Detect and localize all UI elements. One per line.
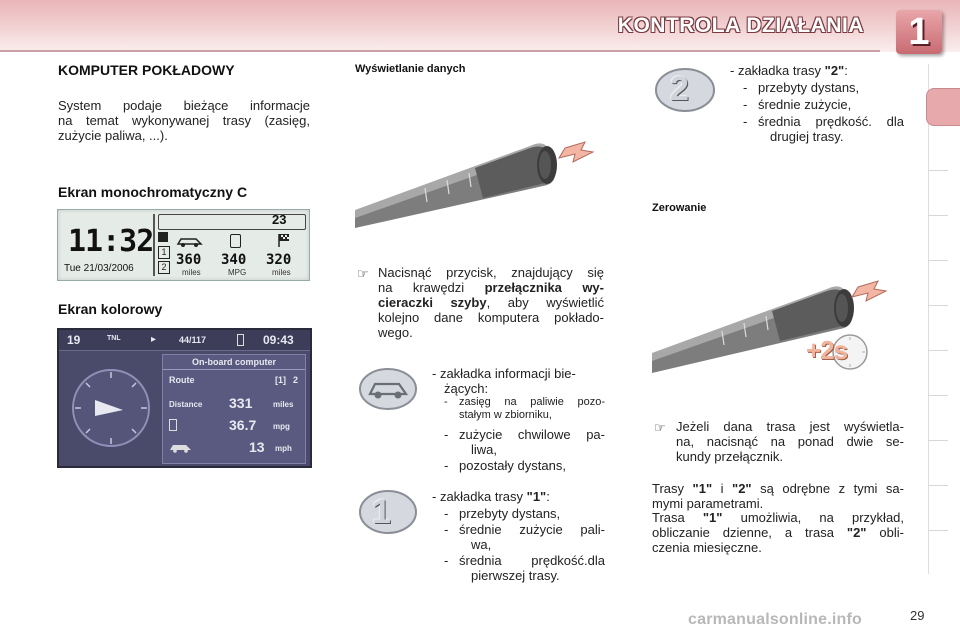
text-line: Jeżeli dana trasa jest wyświetla- — [676, 419, 904, 434]
keyword: cieraczki szyby — [378, 295, 487, 310]
dash: - — [444, 427, 449, 442]
car-icon — [176, 234, 204, 248]
distance-value: 331 — [229, 395, 253, 411]
dash: - — [743, 114, 748, 129]
keyword: "2" — [846, 525, 867, 540]
distance-label: Distance — [169, 400, 203, 409]
press-arrow-icon — [559, 142, 593, 162]
trip-1-tab — [432, 489, 550, 504]
chapter-number: 1 — [908, 11, 930, 53]
reset-subtitle: Zerowanie — [652, 202, 707, 214]
trip-2-tab — [730, 63, 848, 78]
tab-marker-1: 1 — [158, 246, 170, 259]
route-label: Route — [169, 375, 195, 385]
current-info-tab — [432, 366, 604, 396]
text: , aby wyświetlić — [486, 295, 604, 310]
text: wego. — [378, 325, 413, 340]
onboard-computer-panel — [162, 354, 306, 464]
text-line: średnia prędkość.dla — [459, 553, 605, 568]
panel-title: On-board computer — [191, 357, 276, 367]
keyword: przełącznika wy- — [484, 280, 604, 295]
pointing-hand-icon: ☞ — [654, 420, 666, 435]
fuel-pump-icon — [158, 232, 168, 242]
text-line: pierwszej trasy. — [471, 568, 560, 583]
intro-line: zużycie paliwa, ...). — [58, 128, 168, 143]
trips-usage-paragraph — [652, 510, 904, 555]
press-arrow-icon — [852, 281, 886, 301]
text: - zakładka trasy — [730, 63, 825, 78]
dash: - — [743, 80, 748, 95]
fuel-icon — [169, 419, 177, 431]
route-tab-1[interactable]: [1] — [275, 375, 286, 385]
trip-1-item — [459, 522, 605, 552]
consumption-value: 36.7 — [229, 417, 257, 433]
dash: - — [444, 553, 449, 568]
mono-unit: MPG — [228, 268, 247, 277]
tab-marker-2: 2 — [158, 261, 170, 274]
side-tab[interactable] — [928, 350, 948, 351]
text-line: średnia prędkość. dla — [758, 114, 904, 129]
text-line: wa, — [471, 537, 492, 552]
mono-unit: miles — [182, 268, 201, 277]
text-line — [378, 295, 604, 310]
text: kolejno dane komputera pokłado- — [378, 310, 604, 325]
chapter-badge — [896, 10, 942, 54]
text-line: na, nacisnąć na ponad dwie se- — [676, 434, 904, 449]
side-tab[interactable] — [928, 305, 948, 306]
mono-unit: miles — [272, 268, 291, 277]
reset-instruction — [676, 419, 904, 464]
side-tab[interactable] — [928, 440, 948, 441]
text-line: żących: — [444, 381, 489, 396]
dash: - — [444, 396, 448, 408]
side-tab[interactable] — [928, 530, 948, 531]
intro-paragraph — [58, 98, 310, 143]
trip-2-item: średnie zużycie, — [758, 97, 852, 112]
text-line: - zakładka informacji bie- — [432, 366, 576, 381]
keyword: "2" — [824, 63, 845, 78]
dash: - — [444, 458, 449, 473]
mono-value: 320 — [266, 252, 292, 268]
text-line: czenia miesięczne. — [652, 540, 762, 555]
text-line: średnie zużycie pali- — [459, 522, 605, 537]
car-icon — [169, 441, 193, 453]
dash: - — [444, 522, 449, 537]
trip-2-item: przebyty dystans, — [758, 80, 860, 95]
header-divider — [0, 50, 880, 52]
current-info-item: pozostały dystans, — [459, 458, 566, 473]
route-tab-2[interactable]: 2 — [293, 375, 299, 385]
text-line — [378, 280, 604, 295]
trips-paragraph — [652, 481, 904, 511]
pointing-hand-icon: ☞ — [357, 266, 369, 281]
speed-value: 13 — [249, 439, 265, 455]
side-tab[interactable] — [928, 395, 948, 396]
text: : — [546, 489, 550, 504]
mono-clock: 11:32 — [68, 224, 154, 259]
flag-icon — [276, 232, 292, 248]
trip-1-item — [459, 553, 605, 583]
keyword: "1" — [526, 489, 547, 504]
text: są odrębne z tymi sa- — [751, 481, 904, 496]
intro-line: na temat wykonywanej trasy (zasięg, — [58, 113, 310, 128]
keyword: "1" — [702, 510, 723, 525]
instruction-paragraph — [378, 265, 604, 340]
distance-unit: miles — [273, 400, 294, 409]
hold-duration-label: +2s — [806, 335, 848, 365]
play-icon: ▸ — [151, 334, 157, 345]
cs-temperature: 19 — [67, 333, 81, 347]
text-line: zasięg na paliwie pozo- — [459, 396, 605, 408]
cs-status: TNL — [107, 335, 121, 342]
text: : — [844, 63, 848, 78]
text: i — [712, 481, 733, 496]
side-tab[interactable] — [928, 485, 948, 486]
side-tab-active[interactable] — [926, 88, 960, 126]
text: Trasy — [652, 481, 693, 496]
mono-screen-title: Ekran monochromatyczny C — [58, 184, 248, 200]
text-line — [378, 265, 604, 280]
text-line: stałym w zbiorniku, — [459, 409, 552, 421]
side-tab[interactable] — [928, 170, 948, 171]
current-info-item — [459, 396, 605, 422]
trip-2-badge-number: 2 — [670, 70, 689, 108]
mono-screen — [57, 209, 310, 281]
keyword: "2" — [732, 481, 752, 496]
page-number: 29 — [910, 608, 925, 623]
mono-value: 360 — [176, 252, 202, 268]
intro-line: System podaje bieżące informacje — [58, 98, 310, 113]
consumption-unit: mpg — [273, 422, 290, 431]
speed-unit: mph — [275, 444, 292, 453]
text-line — [378, 325, 604, 340]
mono-temperature: 23 — [272, 212, 287, 227]
text-line — [652, 525, 904, 540]
text-line: drugiej trasy. — [770, 129, 844, 144]
color-screen-title: Ekran kolorowy — [58, 301, 163, 317]
text-line — [652, 481, 904, 496]
mono-divider — [153, 214, 155, 276]
dash: - — [444, 506, 449, 521]
text: na krawędzi — [378, 280, 485, 295]
text: obliczanie dzienne, a trasa — [652, 525, 847, 540]
text: - zakładka trasy — [432, 489, 527, 504]
section-title: KOMPUTER POKŁADOWY — [58, 62, 235, 78]
text-line: zużycie chwilowe pa- — [459, 427, 605, 442]
text-line — [378, 310, 604, 325]
text: Nacisnąć przycisk, znajdujący się — [378, 265, 604, 280]
wiper-stalk-illustration — [355, 118, 595, 228]
trip-2-item — [758, 114, 904, 144]
text: umożliwia, na przykład, — [722, 510, 905, 525]
text: Trasa — [652, 510, 703, 525]
trip-1-item: przebyty dystans, — [459, 506, 561, 521]
fuel-icon — [230, 234, 241, 248]
panel-divider — [163, 369, 305, 370]
color-screen — [57, 328, 312, 468]
current-info-item — [459, 427, 605, 457]
mono-value: 340 — [221, 252, 247, 268]
trip-1-badge-number: 1 — [372, 493, 391, 531]
keyword: "1" — [692, 481, 713, 496]
mono-date: Tue 21/03/2006 — [64, 263, 134, 274]
side-tab-strip — [928, 64, 949, 574]
display-subtitle: Wyświetlanie danych — [355, 63, 466, 75]
cs-track: 44/117 — [179, 335, 207, 345]
text: obli- — [866, 525, 904, 540]
dash: - — [743, 97, 748, 112]
text-line: kundy przełącznik. — [676, 449, 783, 464]
compass-icon — [67, 360, 155, 456]
text-line — [652, 510, 904, 525]
info-tab-badge — [358, 367, 418, 411]
watermark: carmanualsonline.info — [688, 611, 863, 628]
cs-clock: 09:43 — [263, 333, 294, 347]
side-tab[interactable] — [928, 260, 948, 261]
side-tab[interactable] — [928, 215, 948, 216]
text-line: mymi parametrami. — [652, 496, 764, 511]
chapter-title: KONTROLA DZIAŁANIA — [617, 14, 864, 37]
text-line: liwa, — [471, 442, 498, 457]
phone-icon — [237, 334, 244, 346]
